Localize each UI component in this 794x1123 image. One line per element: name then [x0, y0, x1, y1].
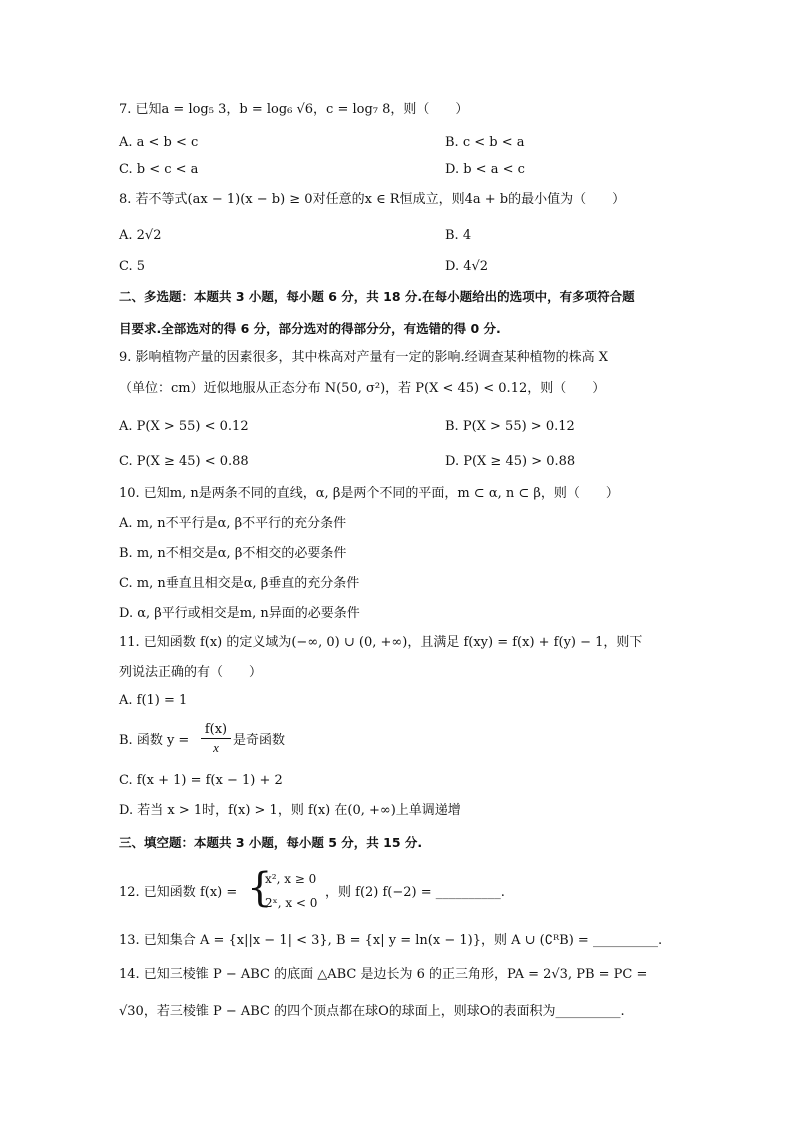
question-11-option-a: A. f(1) = 1: [119, 693, 188, 708]
question-9-option-a: A. P(X > 55) < 0.12: [119, 419, 249, 434]
question-11-option-c: C. f(x + 1) = f(x − 1) + 2: [119, 773, 283, 788]
section-2-heading-line-2: 目要求.全部选对的得 6 分，部分选对的得部分分，有选错的得 0 分.: [119, 321, 501, 336]
question-12-prefix: 12. 已知函数 f(x) =: [119, 885, 238, 900]
question-7-option-b: B. c < b < a: [445, 135, 525, 150]
question-7-option-d: D. b < a < c: [445, 162, 525, 177]
question-10-stem: 10. 已知m, n是两条不同的直线，α, β是两个不同的平面，m ⊂ α, n ⊂ β，则（ ）: [119, 486, 619, 501]
question-11-option-d: D. 若当 x > 1时，f(x) > 1，则 f(x) 在(0, +∞)上单调递增: [119, 803, 461, 818]
option-b-prefix: B. 函数 y =: [119, 733, 190, 748]
section-3-heading: 三、填空题：本题共 3 小题，每小题 5 分，共 15 分.: [119, 835, 423, 850]
left-brace: {: [247, 865, 273, 911]
question-12-case-2: 2ˣ, x < 0: [265, 896, 318, 910]
section-2-heading-line-1: 二、多选题：本题共 3 小题，每小题 6 分，共 18 分.在每小题给出的选项中，有多项符合题: [119, 289, 635, 304]
question-8-option-b: B. 4: [445, 228, 472, 243]
question-9-option-c: C. P(X ≥ 45) < 0.88: [119, 454, 249, 469]
question-10-option-d: D. α, β平行或相交是m, n异面的必要条件: [119, 606, 360, 621]
question-14-stem-line-2: √30，若三棱锥 P − ABC 的四个顶点都在球O的球面上，则球O的表面积为__________.: [119, 1004, 625, 1019]
question-8-stem: 8. 若不等式(ax − 1)(x − b) ≥ 0对任意的x ∈ R恒成立，则4a + b的最小值为（ ）: [119, 192, 626, 207]
question-8-option-a: A. 2√2: [119, 228, 162, 243]
question-13-stem: 13. 已知集合 A = {x||x − 1| < 3}, B = {x| y = ln(x − 1)}，则 A ∪ (∁ᴿB) = __________.: [119, 933, 663, 948]
fraction: [201, 722, 231, 757]
question-11-stem-line-1: 11. 已知函数 f(x) 的定义域为(−∞, 0) ∪ (0, +∞)，且满足 f(xy) = f(x) + f(y) − 1，则下: [119, 635, 643, 650]
question-10-option-b: B. m, n不相交是α, β不相交的必要条件: [119, 546, 347, 561]
fraction-denominator: x: [213, 740, 219, 755]
question-12-suffix: ，则 f(2) f(−2) = __________.: [325, 885, 505, 900]
question-12-case-1: x², x ≥ 0: [265, 872, 317, 886]
question-7-option-a: A. a < b < c: [119, 135, 199, 150]
question-11-stem-line-2: 列说法正确的有（ ）: [119, 665, 263, 680]
option-b-suffix: 是奇函数: [233, 733, 286, 748]
question-10-option-c: C. m, n垂直且相交是α, β垂直的充分条件: [119, 576, 360, 591]
question-8-option-d: D. 4√2: [445, 259, 489, 274]
question-9-option-b: B. P(X > 55) > 0.12: [445, 419, 575, 434]
question-14-stem-line-1: 14. 已知三棱锥 P − ABC 的底面 △ABC 是边长为 6 的正三角形，PA = 2√3, PB = PC =: [119, 967, 648, 982]
question-9-stem-line-2: （单位：cm）近似地服从正态分布 N(50, σ²)，若 P(X < 45) < 0.12，则（ ）: [119, 381, 606, 396]
question-9-stem-line-1: 9. 影响植物产量的因素很多，其中株高对产量有一定的影响.经调查某种植物的株高 X: [119, 350, 609, 365]
question-7-stem: 7. 已知a = log₅ 3，b = log₆ √6，c = log₇ 8，则（ ）: [119, 102, 469, 117]
question-9-option-d: D. P(X ≥ 45) > 0.88: [445, 454, 576, 469]
question-8-option-c: C. 5: [119, 259, 146, 274]
fraction-numerator: f(x): [201, 722, 231, 739]
question-10-option-a: A. m, n不平行是α, β不平行的充分条件: [119, 516, 347, 531]
question-7-option-c: C. b < c < a: [119, 162, 199, 177]
